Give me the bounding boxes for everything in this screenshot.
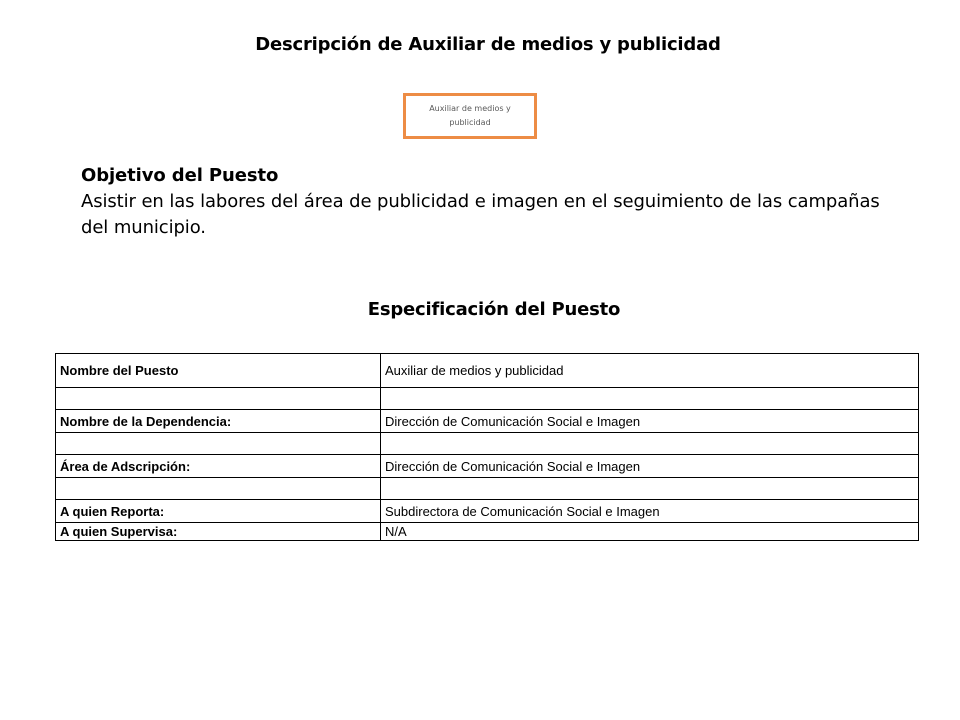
row-label: A quien Supervisa: [56, 523, 381, 541]
row-label: A quien Reporta: [56, 500, 381, 523]
table-row [56, 433, 919, 455]
row-value: Dirección de Comunicación Social e Imagen [381, 410, 919, 433]
table-row [56, 455, 919, 478]
objective-heading: Objetivo del Puesto [81, 165, 279, 186]
org-chart-box-label: Auxiliar de medios y publicidad [429, 104, 511, 127]
row-label: Nombre de la Dependencia: [56, 410, 381, 433]
row-label: Área de Adscripción: [56, 455, 381, 478]
table-row [56, 354, 919, 388]
objective-section [81, 163, 901, 241]
row-value [381, 478, 919, 500]
row-value: Subdirectora de Comunicación Social e Imagen [381, 500, 919, 523]
row-value: N/A [381, 523, 919, 541]
specification-title: Especificación del Puesto [367, 299, 621, 320]
table-row [56, 388, 919, 410]
row-label [56, 433, 381, 455]
table-row [56, 478, 919, 500]
row-label [56, 388, 381, 410]
row-label [56, 478, 381, 500]
row-value [381, 388, 919, 410]
org-chart-box [403, 93, 537, 139]
row-label: Nombre del Puesto [56, 354, 381, 388]
table-row [56, 500, 919, 523]
objective-text: Asistir en las labores del área de publicidad e imagen en el seguimiento de las campañas del municipio. [81, 191, 880, 238]
page-title: Descripción de Auxiliar de medios y publicidad [255, 34, 721, 55]
row-value [381, 433, 919, 455]
row-value: Dirección de Comunicación Social e Imagen [381, 455, 919, 478]
row-value: Auxiliar de medios y publicidad [381, 354, 919, 388]
table-row [56, 523, 919, 541]
table-row [56, 410, 919, 433]
specification-table [55, 353, 919, 541]
